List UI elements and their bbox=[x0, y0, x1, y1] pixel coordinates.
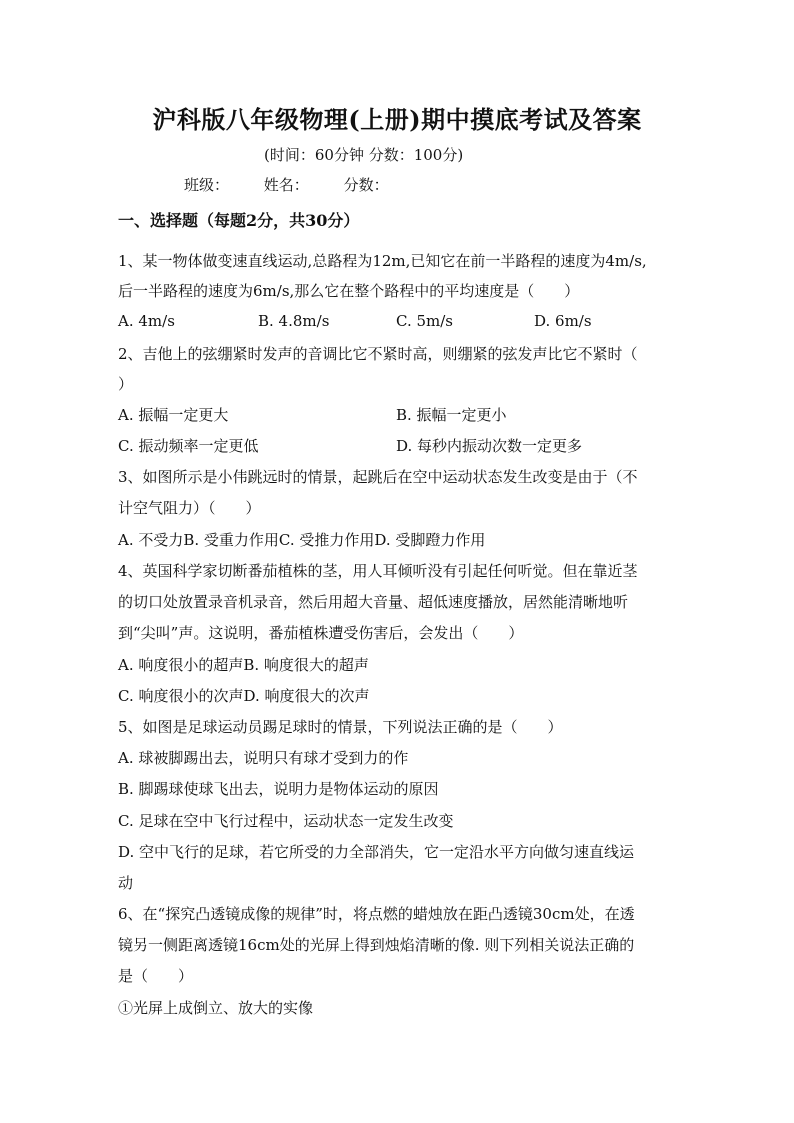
q1-option-b: B. 4.8m/s bbox=[258, 312, 330, 330]
q4-stem-line2: 的切口处放置录音机录音，然后用超大音量、超低速度播放，居然能清晰地听 bbox=[118, 593, 629, 611]
q3-options: A. 不受力B. 受重力作用C. 受推力作用D. 受脚蹬力作用 bbox=[118, 531, 486, 549]
q1-stem-line2: 后一半路程的速度为6m/s,那么它在整个路程中的平均速度是（ ） bbox=[118, 282, 580, 300]
q2-stem-line1: 2、吉他上的弦绷紧时发声的音调比它不紧时高，则绷紧的弦发声比它不紧时（ bbox=[118, 345, 638, 363]
q5-option-a: A. 球被脚踢出去，说明只有球才受到力的作 bbox=[118, 749, 409, 767]
student-info-line bbox=[184, 174, 419, 195]
q2-stem-line2: ） bbox=[118, 375, 134, 393]
q2-option-d: D. 每秒内振动次数一定更多 bbox=[396, 437, 583, 455]
exam-time-score: (时间：60分钟 分数：100分) bbox=[264, 146, 464, 164]
q4-options-ab: A. 响度很小的超声B. 响度很大的超声 bbox=[118, 656, 369, 674]
section-heading-choice: 一、选择题（每题2分，共30分） bbox=[118, 211, 360, 230]
q1-option-a: A. 4m/s bbox=[118, 312, 175, 330]
q3-stem-line1: 3、如图所示是小伟跳远时的情景，起跳后在空中运动状态发生改变是由于（不 bbox=[118, 468, 638, 486]
q6-stem-line1: 6、在“探究凸透镜成像的规律”时，将点燃的蜡烛放在距凸透镜30cm处，在透 bbox=[118, 905, 635, 923]
class-label: 班级： bbox=[184, 176, 230, 194]
q5-option-d-line1: D. 空中飞行的足球，若它所受的力全部消失，它一定沿水平方向做匀速直线运 bbox=[118, 843, 635, 861]
page-title: 沪科版八年级物理(上册)期中摸底考试及答案 bbox=[152, 105, 642, 134]
q1-option-d: D. 6m/s bbox=[534, 312, 592, 330]
q6-statement-1: ①光屏上成倒立、放大的实像 bbox=[118, 999, 314, 1017]
q1-option-c: C. 5m/s bbox=[396, 312, 453, 330]
q5-stem-line1: 5、如图是足球运动员踢足球时的情景，下列说法正确的是（ ） bbox=[118, 718, 563, 736]
q3-stem-line2: 计空气阻力）（ ） bbox=[118, 499, 261, 517]
q2-option-a: A. 振幅一定更大 bbox=[118, 406, 229, 424]
q2-option-b: B. 振幅一定更小 bbox=[396, 406, 507, 424]
q4-stem-line3: 到“尖叫”声。这说明，番茄植株遭受伤害后，会发出（ ） bbox=[118, 624, 524, 642]
q4-stem-line1: 4、英国科学家切断番茄植株的茎，用人耳倾听没有引起任何听觉。但在靠近茎 bbox=[118, 562, 638, 580]
q4-options-cd: C. 响度很小的次声D. 响度很大的次声 bbox=[118, 687, 370, 705]
q2-option-c: C. 振动频率一定更低 bbox=[118, 437, 259, 455]
q6-stem-line2: 镜另一侧距离透镜16cm处的光屏上得到烛焰清晰的像. 则下列相关说法正确的 bbox=[118, 936, 635, 954]
q5-option-b: B. 脚踢球使球飞出去，说明力是物体运动的原因 bbox=[118, 780, 439, 798]
q1-stem-line1: 1、某一物体做变速直线运动,总路程为12m,已知它在前一半路程的速度为4m/s, bbox=[118, 252, 647, 270]
score-label: 分数： bbox=[343, 176, 389, 194]
q5-option-d-line2: 动 bbox=[118, 874, 134, 892]
q5-option-c: C. 足球在空中飞行过程中，运动状态一定发生改变 bbox=[118, 812, 454, 830]
name-label: 姓名： bbox=[263, 176, 309, 194]
q6-stem-line3: 是（ ） bbox=[118, 967, 194, 985]
